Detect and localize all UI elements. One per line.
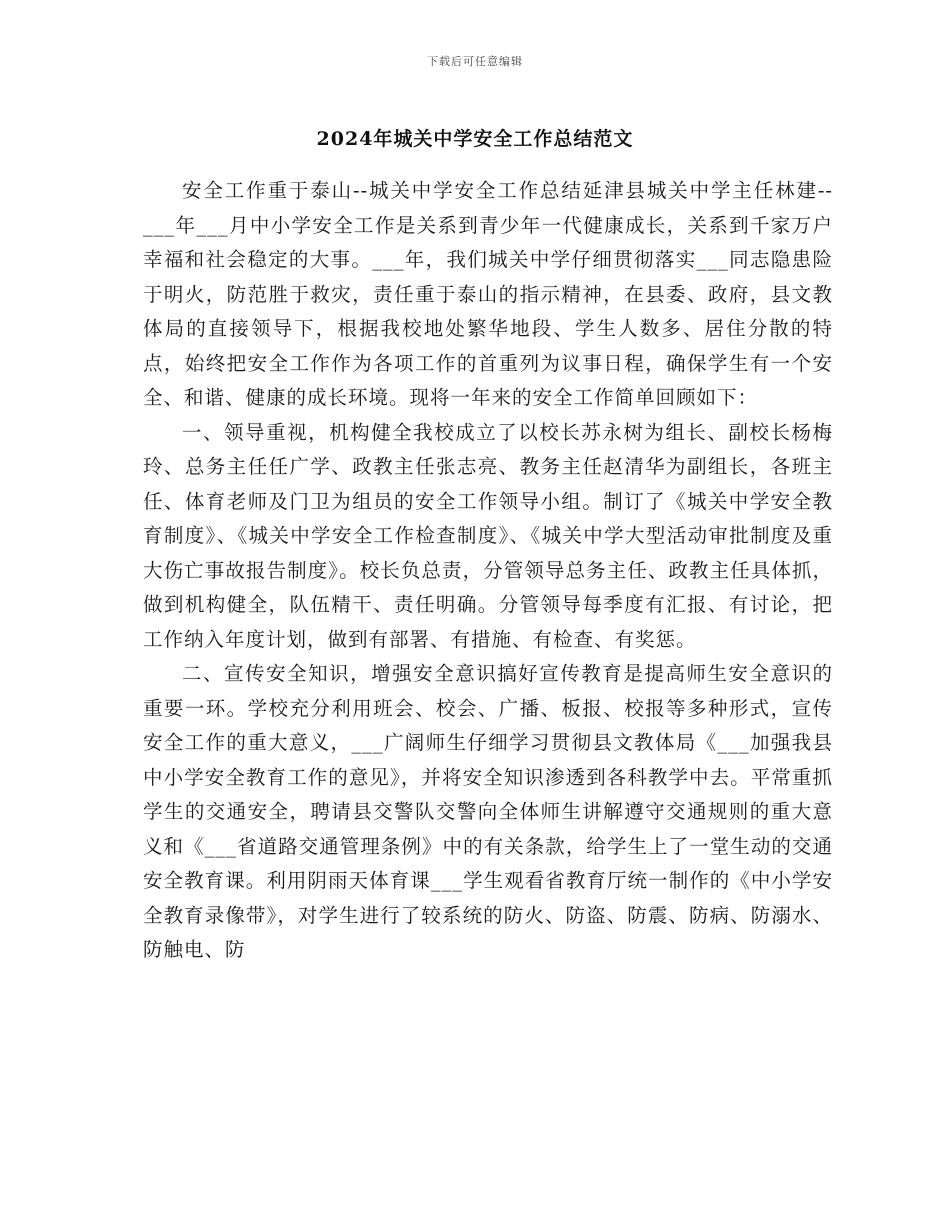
document-title: 2024年城关中学安全工作总结范文 <box>316 128 634 150</box>
header-note: 下载后可任意编辑 <box>427 55 523 68</box>
document-body <box>143 142 833 968</box>
paragraph-section-2: 二、宣传安全知识，增强安全意识搞好宣传教育是提高师生安全意识的重要一环。学校充分利用班会、校会、广播、板报、校报等多种形式，宣传安全工作的重大意义，___广阔师生仔细学习贯彻县文教体局《___加强我县中小学安全教育工作的意见》，并将安全知识渗透到各科教学中去。平常重抓学生的交通安全，聘请县交警队交警向全体师生讲解遵守交通规则的重大意义和《___省道路交通管理条例》中的有关条款，给学生上了一堂生动的交通安全教育课。利用阴雨天体育课___学生观看省教育厅统一制作的《中小学安全教育录像带》，对学生进行了较系统的防火、防盗、防震、防病、防溺水、防触电、防 <box>143 662 833 961</box>
paragraph-section-1: 一、领导重视，机构健全我校成立了以校长苏永树为组长、副校长杨梅玲、总务主任任广学、政教主任张志亮、教务主任赵清华为副组长，各班主任、体育老师及门卫为组员的安全工作领导小组。制订了《城关中学安全教育制度》、《城关中学安全工作检查制度》、《城关中学大型活动审批制度及重大伤亡事故报告制度》。校长负总责，分管领导总务主任、政教主任具体抓，做到机构健全，队伍精干、责任明确。分管领导每季度有汇报、有讨论，把工作纳入年度计划，做到有部署、有措施、有检查、有奖惩。 <box>143 420 833 651</box>
paragraph-intro: 安全工作重于泰山--城关中学安全工作总结延津县城关中学主任林建--___年___月中小学安全工作是关系到青少年一代健康成长，关系到千家万户幸福和社会稳定的大事。___年，我们城关中学仔细贯彻落实___同志隐患险于明火，防范胜于救灾，责任重于泰山的指示精神，在县委、政府，县文教体局的直接领导下，根据我校地处繁华地段、学生人数多、居住分散的特点，始终把安全工作作为各项工作的首重列为议事日程，确保学生有一个安全、和谐、健康的成长环境。现将一年来的安全工作简单回顾如下： <box>143 179 833 409</box>
